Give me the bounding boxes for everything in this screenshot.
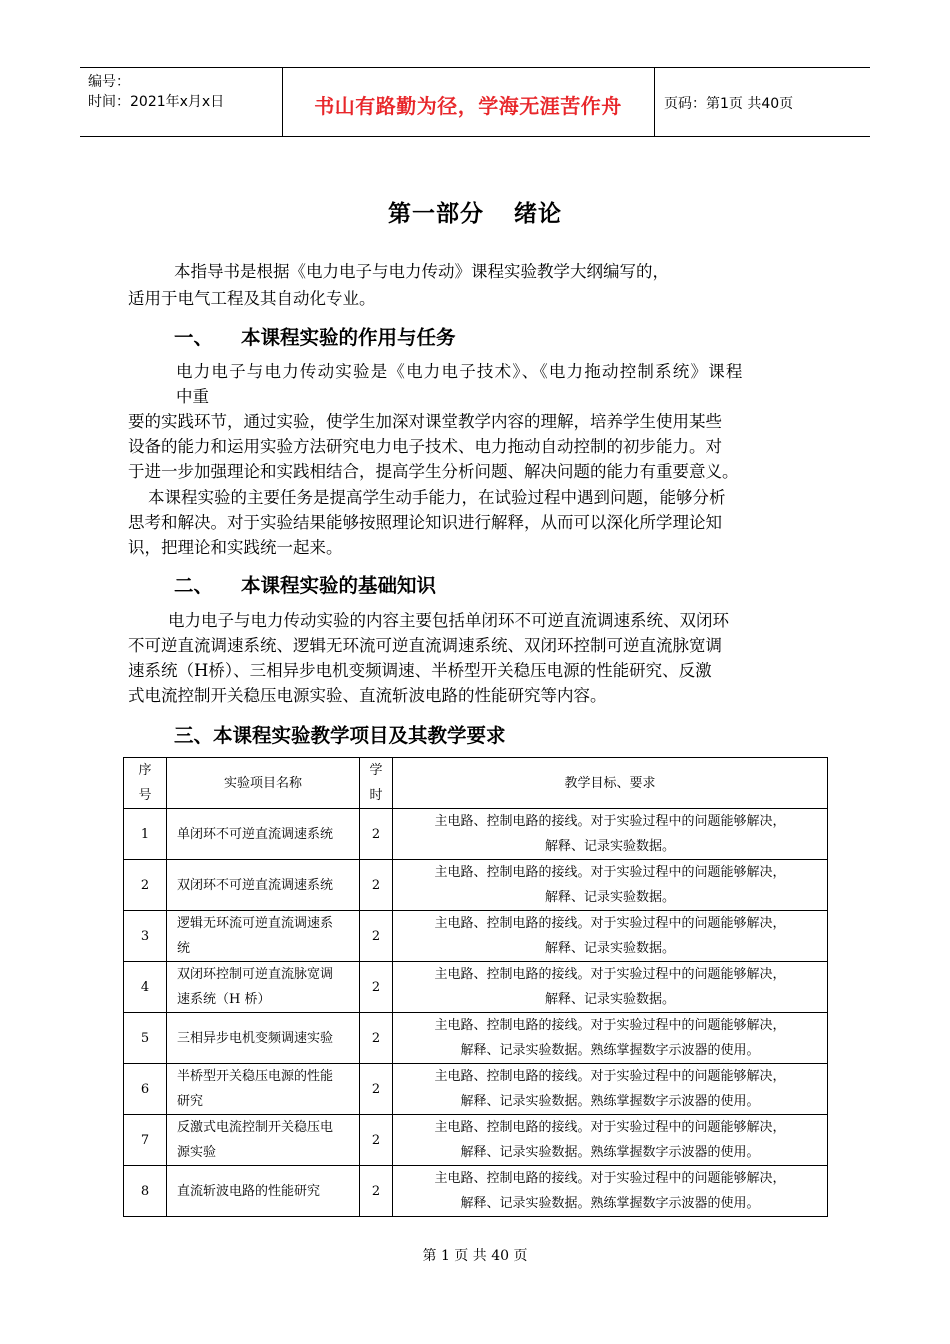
section-2-number: 二、 (174, 574, 214, 597)
header-meta (88, 72, 224, 112)
cell-name: 双闭环不可逆直流调速系统 (167, 860, 360, 911)
section-1-text: 于进一步加强理论和实践相结合，提高学生分析问题、解决问题的能力有重要意义。 (128, 462, 739, 481)
table-row (124, 962, 828, 1013)
title-part: 第一部分 (388, 201, 484, 227)
cell-hours: 2 (360, 911, 393, 962)
cell-no: 7 (124, 1115, 167, 1166)
cell-goal: 主电路、控制电路的接线。对于实验过程中的问题能够解决， 解释、记录实验数据。 (393, 911, 828, 962)
intro-line-2: 适用于电气工程及其自动化专业。 (128, 289, 376, 308)
cell-no: 2 (124, 860, 167, 911)
motto: 书山有路勤为径，学海无涯苦作舟 (314, 94, 622, 118)
table-row (124, 1064, 828, 1115)
section-3-heading: 三、本课程实验教学项目及其教学要求 (174, 724, 506, 747)
cell-hours: 2 (360, 962, 393, 1013)
cell-no: 8 (124, 1166, 167, 1217)
header-divider (654, 68, 655, 136)
experiment-table (123, 757, 828, 1217)
cell-goal: 主电路、控制电路的接线。对于实验过程中的问题能够解决， 解释、记录实验数据。 (393, 809, 828, 860)
header-no: 序 号 (124, 758, 167, 809)
page-title (0, 195, 950, 228)
cell-goal: 主电路、控制电路的接线。对于实验过程中的问题能够解决， 解释、记录实验数据。熟练掌握数字示波器的使用。 (393, 1166, 828, 1217)
time-label: 时间：2021年x月x日 (88, 94, 225, 110)
section-2-text: 不可逆直流调速系统、逻辑无环流可逆直流调速系统、双闭环控制可逆直流脉宽调 (128, 636, 722, 655)
section-1-text: 设备的能力和运用实验方法研究电力电子技术、电力拖动自动控制的初步能力。对 (128, 437, 722, 456)
table-row (124, 911, 828, 962)
cell-name: 逻辑无环流可逆直流调速系 统 (167, 911, 360, 962)
cell-name: 三相异步电机变频调速实验 (167, 1013, 360, 1064)
section-2-heading (174, 570, 436, 598)
serial-label: 编号： (88, 74, 130, 90)
table-row (124, 1166, 828, 1217)
page-footer: 第 1 页 共 40 页 (422, 1248, 528, 1264)
section-1-text: 本课程实验的主要任务是提高学生动手能力，在试验过程中遇到问题，能够分析 (148, 488, 726, 507)
section-1-text: 要的实践环节，通过实验，使学生加深对课堂教学内容的理解，培养学生使用某些 (128, 412, 722, 431)
section-1-text: 识，把理论和实践统一起来。 (128, 538, 343, 557)
cell-hours: 2 (360, 809, 393, 860)
section-2-title: 本课程实验的基础知识 (241, 574, 437, 597)
header-goal: 教学目标、要求 (393, 758, 828, 809)
section-1-title: 本课程实验的作用与任务 (241, 326, 456, 349)
cell-goal: 主电路、控制电路的接线。对于实验过程中的问题能够解决， 解释、记录实验数据。熟练掌握数字示波器的使用。 (393, 1013, 828, 1064)
cell-no: 3 (124, 911, 167, 962)
section-2-text: 速系统（H桥）、三相异步电机变频调速、半桥型开关稳压电源的性能研究、反激 (128, 661, 712, 680)
section-1-text: 电力电子与电力传动实验是《电力电子技术》、《电力拖动控制系统》课程 (176, 362, 744, 381)
header-name: 实验项目名称 (167, 758, 360, 809)
cell-no: 5 (124, 1013, 167, 1064)
title-name: 绪论 (514, 201, 562, 227)
table-row (124, 860, 828, 911)
cell-name: 单闭环不可逆直流调速系统 (167, 809, 360, 860)
cell-hours: 2 (360, 1166, 393, 1217)
page-header (80, 67, 870, 137)
header-hours: 学 时 (360, 758, 393, 809)
cell-goal: 主电路、控制电路的接线。对于实验过程中的问题能够解决， 解释、记录实验数据。熟练掌握数字示波器的使用。 (393, 1115, 828, 1166)
table-header-row (124, 758, 828, 809)
cell-hours: 2 (360, 1115, 393, 1166)
page-code: 页码：第1页 共40页 (664, 96, 794, 112)
section-1-heading (174, 322, 456, 350)
table-row (124, 809, 828, 860)
intro-line-1: 本指导书是根据《电力电子与电力传动》课程实验教学大纲编写的， (174, 262, 669, 281)
cell-no: 4 (124, 962, 167, 1013)
cell-goal: 主电路、控制电路的接线。对于实验过程中的问题能够解决， 解释、记录实验数据。 (393, 860, 828, 911)
cell-no: 6 (124, 1064, 167, 1115)
section-2-text: 电力电子与电力传动实验的内容主要包括单闭环不可逆直流调速系统、双闭环 (168, 611, 729, 630)
section-1-number: 一、 (174, 326, 214, 349)
section-1-text: 中重 (176, 387, 209, 406)
cell-name: 半桥型开关稳压电源的性能 研究 (167, 1064, 360, 1115)
cell-hours: 2 (360, 860, 393, 911)
cell-name: 双闭环控制可逆直流脉宽调 速系统（H 桥） (167, 962, 360, 1013)
section-1-text: 思考和解决。对于实验结果能够按照理论知识进行解释，从而可以深化所学理论知 (128, 513, 722, 532)
cell-goal: 主电路、控制电路的接线。对于实验过程中的问题能够解决， 解释、记录实验数据。 (393, 962, 828, 1013)
table-row (124, 1115, 828, 1166)
section-2-text: 式电流控制开关稳压电源实验、直流斩波电路的性能研究等内容。 (128, 686, 607, 705)
cell-hours: 2 (360, 1064, 393, 1115)
cell-name: 反激式电流控制开关稳压电 源实验 (167, 1115, 360, 1166)
cell-goal: 主电路、控制电路的接线。对于实验过程中的问题能够解决， 解释、记录实验数据。熟练掌握数字示波器的使用。 (393, 1064, 828, 1115)
cell-no: 1 (124, 809, 167, 860)
cell-name: 直流斩波电路的性能研究 (167, 1166, 360, 1217)
cell-hours: 2 (360, 1013, 393, 1064)
table-row (124, 1013, 828, 1064)
